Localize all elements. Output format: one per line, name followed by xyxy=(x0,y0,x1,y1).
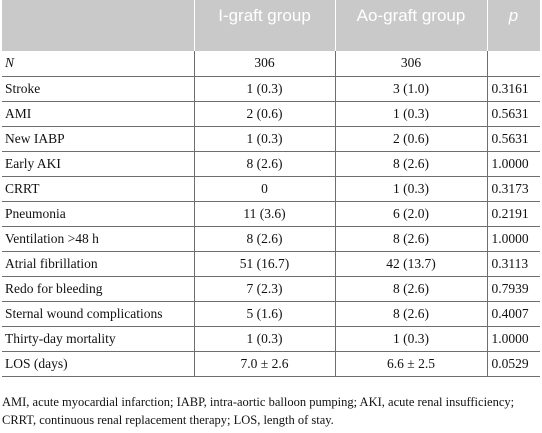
row-label: Sternal wound complications xyxy=(2,301,194,326)
ao-graft-value: 1 (0.3) xyxy=(335,176,487,201)
row-label: Redo for bleeding xyxy=(2,276,194,301)
p-value: 0.7939 xyxy=(487,276,540,301)
table-row xyxy=(2,51,540,76)
table-row xyxy=(2,176,540,201)
p-value: 1.0000 xyxy=(487,151,540,176)
table-row xyxy=(2,301,540,326)
table-row xyxy=(2,201,540,226)
table-row xyxy=(2,251,540,276)
table-row xyxy=(2,76,540,101)
p-value: 0.3173 xyxy=(487,176,540,201)
i-graft-value: 306 xyxy=(194,51,335,76)
ao-graft-value: 1 (0.3) xyxy=(335,326,487,351)
i-graft-value: 1 (0.3) xyxy=(194,76,335,101)
p-value: 0.5631 xyxy=(487,101,540,126)
row-label: Early AKI xyxy=(2,151,194,176)
row-label: Thirty-day mortality xyxy=(2,326,194,351)
i-graft-value: 7.0 ± 2.6 xyxy=(194,351,335,376)
ao-graft-value: 1 (0.3) xyxy=(335,101,487,126)
row-label: Stroke xyxy=(2,76,194,101)
i-graft-value: 51 (16.7) xyxy=(194,251,335,276)
table-row xyxy=(2,351,540,376)
p-value: 0.3161 xyxy=(487,76,540,101)
outcomes-table xyxy=(2,0,541,377)
p-value: 0.5631 xyxy=(487,126,540,151)
table-row xyxy=(2,326,540,351)
ao-graft-value: 8 (2.6) xyxy=(335,151,487,176)
row-label: CRRT xyxy=(2,176,194,201)
table-row xyxy=(2,276,540,301)
header-variable xyxy=(2,0,194,51)
p-value: 0.2191 xyxy=(487,201,540,226)
ao-graft-value: 306 xyxy=(335,51,487,76)
p-value xyxy=(487,51,540,76)
p-value: 1.0000 xyxy=(487,326,540,351)
i-graft-value: 5 (1.6) xyxy=(194,301,335,326)
i-graft-value: 1 (0.3) xyxy=(194,126,335,151)
row-label: AMI xyxy=(2,101,194,126)
row-label: Atrial fibrillation xyxy=(2,251,194,276)
i-graft-value: 1 (0.3) xyxy=(194,326,335,351)
i-graft-value: 0 xyxy=(194,176,335,201)
row-label: N xyxy=(2,51,194,76)
i-graft-value: 8 (2.6) xyxy=(194,226,335,251)
row-label: Pneumonia xyxy=(2,201,194,226)
row-label: Ventilation >48 h xyxy=(2,226,194,251)
row-label: New IABP xyxy=(2,126,194,151)
row-label: LOS (days) xyxy=(2,351,194,376)
p-value: 1.0000 xyxy=(487,226,540,251)
p-value: 0.4007 xyxy=(487,301,540,326)
ao-graft-value: 2 (0.6) xyxy=(335,126,487,151)
header-i-graft-group: I-graft group xyxy=(194,0,335,51)
i-graft-value: 8 (2.6) xyxy=(194,151,335,176)
outcomes-table-container xyxy=(2,0,540,377)
header-ao-graft-group: Ao-graft group xyxy=(335,0,487,51)
ao-graft-value: 8 (2.6) xyxy=(335,276,487,301)
i-graft-value: 7 (2.3) xyxy=(194,276,335,301)
p-value: 0.0529 xyxy=(487,351,540,376)
ao-graft-value: 8 (2.6) xyxy=(335,226,487,251)
table-footnote: AMI, acute myocardial infarction; IABP, intra-aortic balloon pumping; AKI, acute renal insufficiency; CRRT, continuous renal replacement therapy; LOS, length of stay. xyxy=(2,395,515,427)
i-graft-value: 11 (3.6) xyxy=(194,201,335,226)
ao-graft-value: 42 (13.7) xyxy=(335,251,487,276)
header-p-value: p xyxy=(487,0,540,51)
table-row xyxy=(2,226,540,251)
p-value: 0.3113 xyxy=(487,251,540,276)
i-graft-value: 2 (0.6) xyxy=(194,101,335,126)
table-row xyxy=(2,101,540,126)
ao-graft-value: 8 (2.6) xyxy=(335,301,487,326)
ao-graft-value: 3 (1.0) xyxy=(335,76,487,101)
ao-graft-value: 6 (2.0) xyxy=(335,201,487,226)
ao-graft-value: 6.6 ± 2.5 xyxy=(335,351,487,376)
table-row xyxy=(2,151,540,176)
table-row xyxy=(2,126,540,151)
table-header-row xyxy=(2,0,540,51)
